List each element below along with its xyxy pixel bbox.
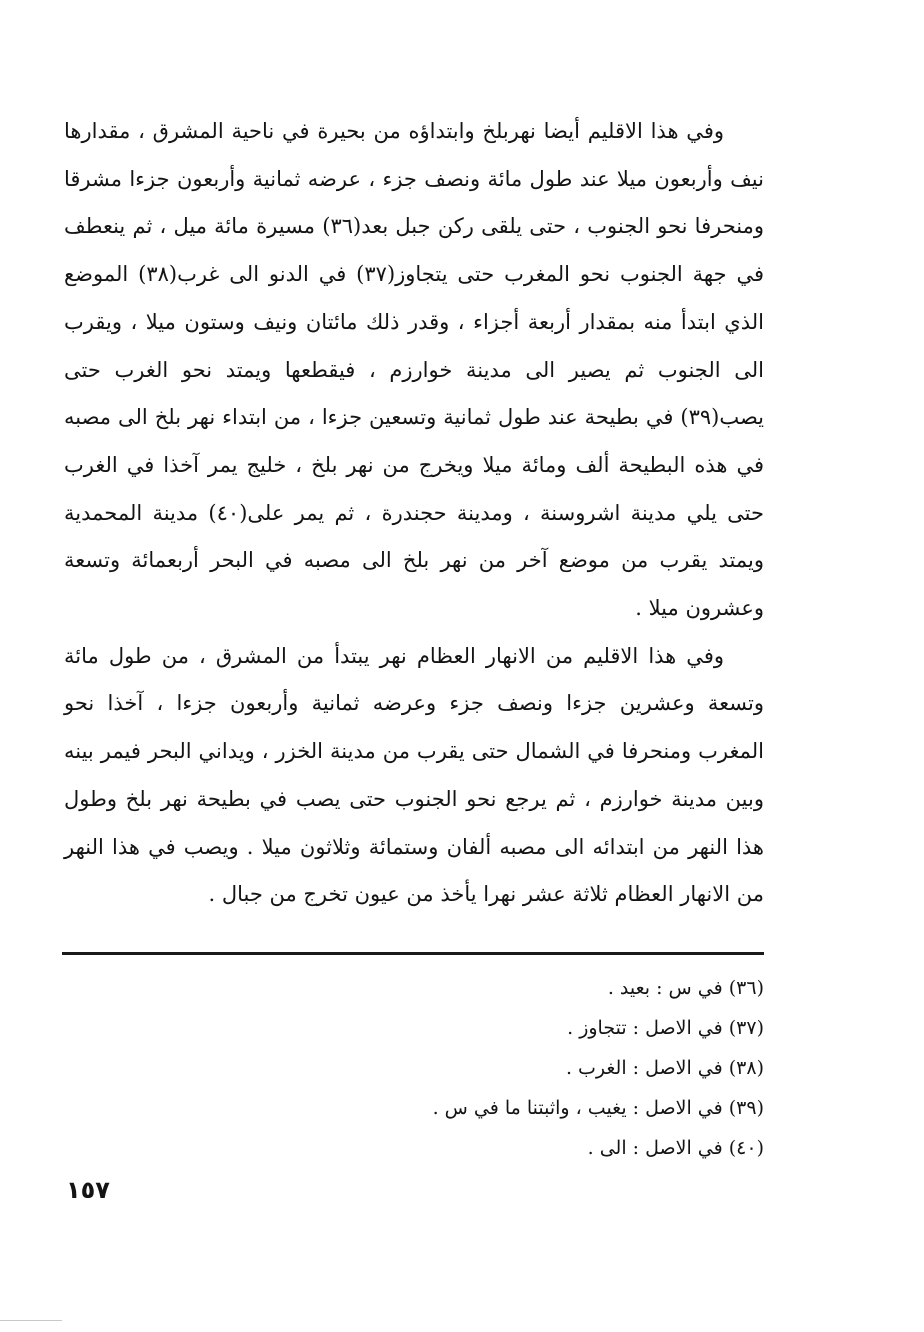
- footnote-36: (٣٦) في س : بعيد .: [607, 977, 764, 999]
- paragraph-balkh-river: وفي هذا الاقليم أيضا نهربلخ وابتداؤه من بحيرة في ناحية المشرق ، مقدارها نيف وأربعون ميلا عند طول مائة ونصف جزء ، عرضه ثمانية وأربعون جزءا مشرقا ومنحرفا نحو الجنوب ، حتى يلقى ركن جبل بعد(٣٦) مسيرة مائة ميل ، ثم ينعطف في جهة الجنوب نحو المغرب حتى يتجاوز(٣٧) في الدنو الى غرب(٣٨) الموضع الذي ابتدأ منه بمقدار أربعة أجزاء ، وقدر ذلك مائتان ونيف وستون ميلا ، ويقرب الى الجنوب ثم يصير الى مدينة خوارزم ، فيقطعها ويمتد نحو الغرب حتى يصب(٣٩) في بطيحة عند طول ثمانية وتسعين جزءا ، من ابتداء نهر بلخ الى مصبه في هذه البطيحة ألف ومائة ميلا ويخرج من نهر بلخ ، خليج يمر آخذا في الغرب حتى يلي مدينة اشروسنة ، ومدينة حجندرة ، ثم يمر على(٤٠) مدينة المحمدية ويمتد يقرب من موضع آخر من نهر بلخ الى مصبه في البحر أربعمائة وتسعة وعشرون ميلا .: [64, 119, 764, 621]
- page-number: ١٥٧: [66, 1176, 110, 1204]
- footnote-40: (٤٠) في الاصل : الى .: [587, 1137, 764, 1159]
- footnote-divider: [62, 952, 764, 955]
- scan-edge-line: [0, 1320, 62, 1321]
- footnote-39: (٣٩) في الاصل : يغيب ، واثبتنا ما في س .: [432, 1097, 764, 1119]
- footnote-38: (٣٨) في الاصل : الغرب .: [565, 1057, 764, 1079]
- main-text: [64, 108, 764, 919]
- footnotes: [64, 968, 764, 1168]
- paragraph-great-rivers: وفي هذا الاقليم من الانهار العظام نهر يبتدأ من المشرق ، من طول مائة وتسعة وعشرين جزءا ونصف جزء وعرضه ثمانية وأربعون جزءا ، آخذا نحو المغرب ومنحرفا في الشمال حتى يقرب من مدينة الخزر ، ويداني البحر فيمر بينه وبين مدينة خوارزم ، ثم يرجع نحو الجنوب حتى يصب في بطيحة نهر بلخ وطول هذا النهر من ابتدائه الى مصبه ألفان وستمائة وثلاثون ميلا . ويصب في هذا النهر من الانهار العظام ثلاثة عشر نهرا يأخذ من عيون تخرج من جبال .: [64, 643, 764, 907]
- footnote-37: (٣٧) في الاصل : تتجاوز .: [567, 1017, 764, 1039]
